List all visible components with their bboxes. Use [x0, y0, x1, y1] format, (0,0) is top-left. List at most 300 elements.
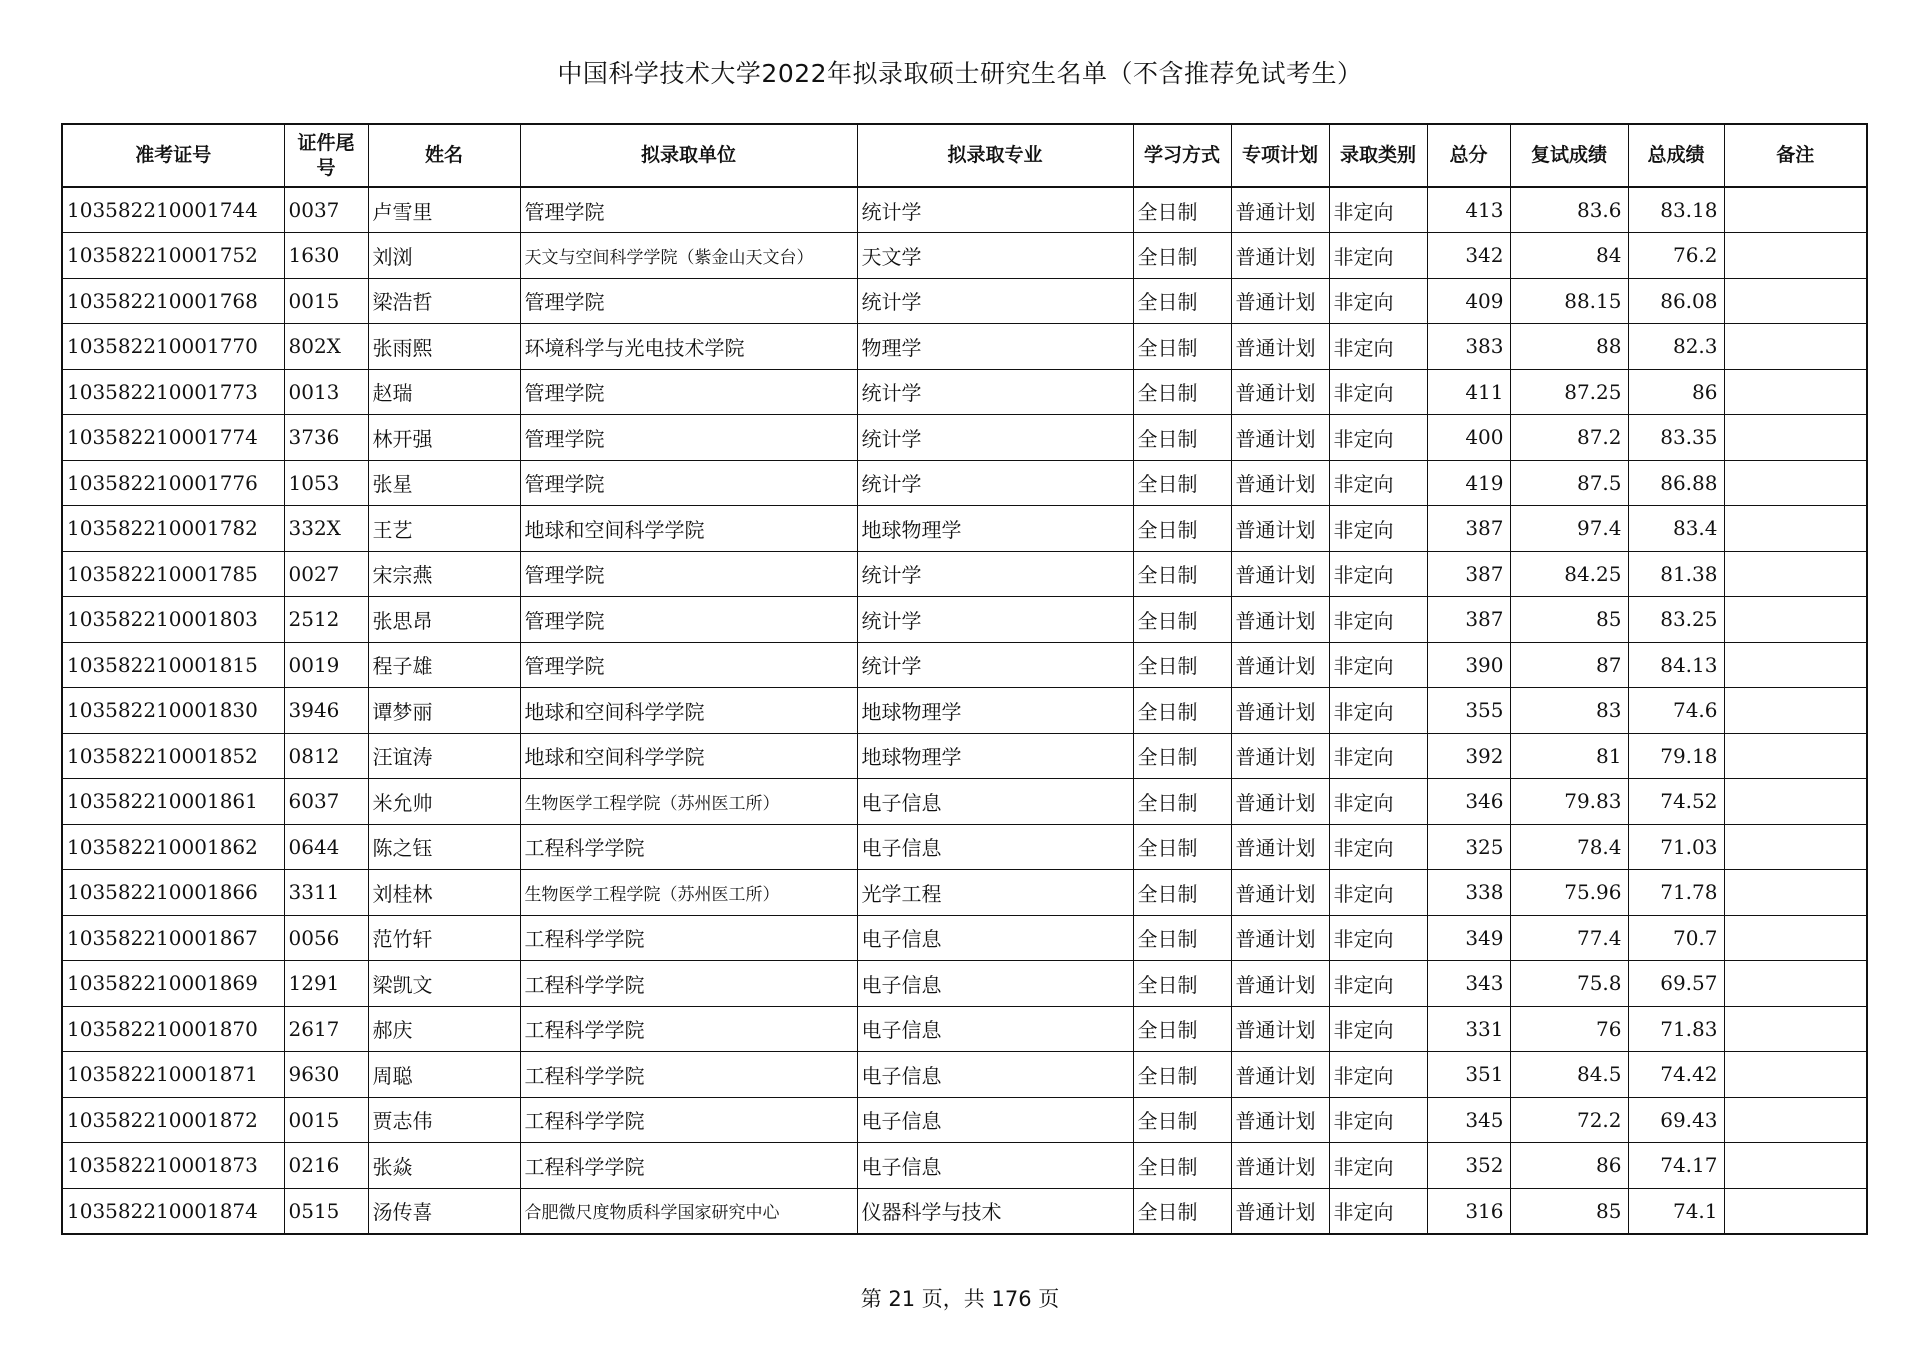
admission-type-cell: 非定向 — [1329, 733, 1427, 779]
remarks-cell — [1724, 779, 1867, 825]
unit-cell: 工程科学学院 — [520, 1097, 857, 1143]
total-score-cell: 346 — [1427, 779, 1510, 825]
column-header-special-plan: 专项计划 — [1231, 124, 1329, 187]
exam-id-cell: 103582210001862 — [62, 824, 284, 870]
remarks-cell — [1724, 187, 1867, 233]
study-mode-cell: 全日制 — [1133, 688, 1231, 734]
name-cell: 周聪 — [368, 1052, 520, 1098]
major-cell: 地球物理学 — [857, 688, 1133, 734]
id-suffix-cell: 3311 — [284, 870, 368, 916]
admission-type-cell: 非定向 — [1329, 324, 1427, 370]
admission-type-cell: 非定向 — [1329, 1097, 1427, 1143]
exam-id-cell: 103582210001870 — [62, 1006, 284, 1052]
name-cell: 王艺 — [368, 506, 520, 552]
remarks-cell — [1724, 369, 1867, 415]
name-cell: 张雨熙 — [368, 324, 520, 370]
name-cell: 张焱 — [368, 1143, 520, 1189]
unit-cell: 生物医学工程学院（苏州医工所） — [520, 779, 857, 825]
exam-id-cell: 103582210001830 — [62, 688, 284, 734]
page-footer: 第 21 页，共 176 页 — [860, 1287, 1060, 1311]
total-score-cell: 392 — [1427, 733, 1510, 779]
retest-score-cell: 85 — [1510, 597, 1628, 643]
study-mode-cell: 全日制 — [1133, 460, 1231, 506]
total-score-cell: 342 — [1427, 233, 1510, 279]
special-plan-cell: 普通计划 — [1231, 1188, 1329, 1234]
exam-id-cell: 103582210001866 — [62, 870, 284, 916]
retest-score-cell: 87 — [1510, 642, 1628, 688]
table-row — [62, 688, 1867, 734]
admission-type-cell: 非定向 — [1329, 915, 1427, 961]
remarks-cell — [1724, 506, 1867, 552]
admission-type-cell: 非定向 — [1329, 688, 1427, 734]
retest-score-cell: 84.5 — [1510, 1052, 1628, 1098]
name-cell: 贾志伟 — [368, 1097, 520, 1143]
major-cell: 电子信息 — [857, 824, 1133, 870]
final-score-cell: 74.52 — [1628, 779, 1724, 825]
retest-score-cell: 97.4 — [1510, 506, 1628, 552]
exam-id-cell: 103582210001774 — [62, 415, 284, 461]
name-cell: 卢雪里 — [368, 187, 520, 233]
total-score-cell: 331 — [1427, 1006, 1510, 1052]
final-score-cell: 83.25 — [1628, 597, 1724, 643]
exam-id-cell: 103582210001744 — [62, 187, 284, 233]
table-row — [62, 1006, 1867, 1052]
study-mode-cell: 全日制 — [1133, 1143, 1231, 1189]
major-cell: 统计学 — [857, 460, 1133, 506]
column-header-study-mode: 学习方式 — [1133, 124, 1231, 187]
major-cell: 电子信息 — [857, 1097, 1133, 1143]
special-plan-cell: 普通计划 — [1231, 551, 1329, 597]
exam-id-cell: 103582210001803 — [62, 597, 284, 643]
special-plan-cell: 普通计划 — [1231, 324, 1329, 370]
name-cell: 汤传喜 — [368, 1188, 520, 1234]
exam-id-cell: 103582210001785 — [62, 551, 284, 597]
remarks-cell — [1724, 278, 1867, 324]
admission-type-cell: 非定向 — [1329, 506, 1427, 552]
retest-score-cell: 81 — [1510, 733, 1628, 779]
column-header-admission-type: 录取类别 — [1329, 124, 1427, 187]
retest-score-cell: 84.25 — [1510, 551, 1628, 597]
study-mode-cell: 全日制 — [1133, 597, 1231, 643]
study-mode-cell: 全日制 — [1133, 278, 1231, 324]
unit-cell: 地球和空间科学学院 — [520, 506, 857, 552]
final-score-cell: 82.3 — [1628, 324, 1724, 370]
final-score-cell: 83.4 — [1628, 506, 1724, 552]
special-plan-cell: 普通计划 — [1231, 460, 1329, 506]
admission-type-cell: 非定向 — [1329, 642, 1427, 688]
admission-type-cell: 非定向 — [1329, 961, 1427, 1007]
study-mode-cell: 全日制 — [1133, 915, 1231, 961]
study-mode-cell: 全日制 — [1133, 187, 1231, 233]
major-cell: 统计学 — [857, 369, 1133, 415]
table-header — [62, 124, 1867, 187]
total-score-cell: 387 — [1427, 506, 1510, 552]
retest-score-cell: 85 — [1510, 1188, 1628, 1234]
table-row — [62, 369, 1867, 415]
total-score-cell: 325 — [1427, 824, 1510, 870]
unit-cell: 工程科学学院 — [520, 1143, 857, 1189]
id-suffix-cell: 3736 — [284, 415, 368, 461]
column-header-final-score: 总成绩 — [1628, 124, 1724, 187]
study-mode-cell: 全日制 — [1133, 551, 1231, 597]
id-suffix-cell: 0037 — [284, 187, 368, 233]
exam-id-cell: 103582210001873 — [62, 1143, 284, 1189]
table-row — [62, 870, 1867, 916]
study-mode-cell: 全日制 — [1133, 961, 1231, 1007]
unit-cell: 合肥微尺度物质科学国家研究中心 — [520, 1188, 857, 1234]
special-plan-cell: 普通计划 — [1231, 506, 1329, 552]
major-cell: 地球物理学 — [857, 733, 1133, 779]
id-suffix-cell: 2617 — [284, 1006, 368, 1052]
exam-id-cell: 103582210001782 — [62, 506, 284, 552]
study-mode-cell: 全日制 — [1133, 824, 1231, 870]
special-plan-cell: 普通计划 — [1231, 369, 1329, 415]
special-plan-cell: 普通计划 — [1231, 1006, 1329, 1052]
column-header-name: 姓名 — [368, 124, 520, 187]
name-cell: 赵瑞 — [368, 369, 520, 415]
total-score-cell: 400 — [1427, 415, 1510, 461]
id-suffix-cell: 0015 — [284, 1097, 368, 1143]
name-cell: 宋宗燕 — [368, 551, 520, 597]
special-plan-cell: 普通计划 — [1231, 642, 1329, 688]
table-row — [62, 779, 1867, 825]
total-score-cell: 387 — [1427, 597, 1510, 643]
remarks-cell — [1724, 1052, 1867, 1098]
final-score-cell: 76.2 — [1628, 233, 1724, 279]
retest-score-cell: 72.2 — [1510, 1097, 1628, 1143]
special-plan-cell: 普通计划 — [1231, 779, 1329, 825]
exam-id-cell: 103582210001852 — [62, 733, 284, 779]
total-score-cell: 349 — [1427, 915, 1510, 961]
final-score-cell: 86.88 — [1628, 460, 1724, 506]
admission-type-cell: 非定向 — [1329, 1143, 1427, 1189]
admission-type-cell: 非定向 — [1329, 779, 1427, 825]
id-suffix-cell: 0515 — [284, 1188, 368, 1234]
table-row — [62, 460, 1867, 506]
final-score-cell: 74.17 — [1628, 1143, 1724, 1189]
unit-cell: 环境科学与光电技术学院 — [520, 324, 857, 370]
column-header-id-suffix: 证件尾号 — [284, 124, 368, 187]
study-mode-cell: 全日制 — [1133, 733, 1231, 779]
exam-id-cell: 103582210001871 — [62, 1052, 284, 1098]
column-header-remarks: 备注 — [1724, 124, 1867, 187]
major-cell: 光学工程 — [857, 870, 1133, 916]
retest-score-cell: 84 — [1510, 233, 1628, 279]
unit-cell: 管理学院 — [520, 597, 857, 643]
remarks-cell — [1724, 460, 1867, 506]
final-score-cell: 81.38 — [1628, 551, 1724, 597]
final-score-cell: 71.78 — [1628, 870, 1724, 916]
name-cell: 张思昂 — [368, 597, 520, 643]
unit-cell: 工程科学学院 — [520, 915, 857, 961]
total-score-cell: 355 — [1427, 688, 1510, 734]
remarks-cell — [1724, 324, 1867, 370]
study-mode-cell: 全日制 — [1133, 233, 1231, 279]
special-plan-cell: 普通计划 — [1231, 1143, 1329, 1189]
unit-cell: 工程科学学院 — [520, 1052, 857, 1098]
table-row — [62, 961, 1867, 1007]
remarks-cell — [1724, 1097, 1867, 1143]
total-score-cell: 413 — [1427, 187, 1510, 233]
id-suffix-cell: 0027 — [284, 551, 368, 597]
retest-score-cell: 79.83 — [1510, 779, 1628, 825]
special-plan-cell: 普通计划 — [1231, 278, 1329, 324]
admission-type-cell: 非定向 — [1329, 1006, 1427, 1052]
final-score-cell: 86 — [1628, 369, 1724, 415]
retest-score-cell: 87.5 — [1510, 460, 1628, 506]
table-row — [62, 1052, 1867, 1098]
special-plan-cell: 普通计划 — [1231, 1097, 1329, 1143]
total-score-cell: 383 — [1427, 324, 1510, 370]
final-score-cell: 74.42 — [1628, 1052, 1724, 1098]
final-score-cell: 74.1 — [1628, 1188, 1724, 1234]
unit-cell: 工程科学学院 — [520, 961, 857, 1007]
exam-id-cell: 103582210001869 — [62, 961, 284, 1007]
exam-id-cell: 103582210001872 — [62, 1097, 284, 1143]
retest-score-cell: 83 — [1510, 688, 1628, 734]
remarks-cell — [1724, 597, 1867, 643]
total-score-cell: 338 — [1427, 870, 1510, 916]
study-mode-cell: 全日制 — [1133, 779, 1231, 825]
final-score-cell: 83.18 — [1628, 187, 1724, 233]
unit-cell: 管理学院 — [520, 460, 857, 506]
admission-type-cell: 非定向 — [1329, 824, 1427, 870]
name-cell: 郝庆 — [368, 1006, 520, 1052]
table-row — [62, 642, 1867, 688]
major-cell: 统计学 — [857, 415, 1133, 461]
study-mode-cell: 全日制 — [1133, 1006, 1231, 1052]
id-suffix-cell: 9630 — [284, 1052, 368, 1098]
remarks-cell — [1724, 915, 1867, 961]
special-plan-cell: 普通计划 — [1231, 824, 1329, 870]
unit-cell: 管理学院 — [520, 369, 857, 415]
total-score-cell: 390 — [1427, 642, 1510, 688]
special-plan-cell: 普通计划 — [1231, 187, 1329, 233]
table-row — [62, 1188, 1867, 1234]
table-row — [62, 415, 1867, 461]
special-plan-cell: 普通计划 — [1231, 870, 1329, 916]
unit-cell: 地球和空间科学学院 — [520, 733, 857, 779]
name-cell: 刘浏 — [368, 233, 520, 279]
table-row — [62, 278, 1867, 324]
major-cell: 仪器科学与技术 — [857, 1188, 1133, 1234]
major-cell: 地球物理学 — [857, 506, 1133, 552]
id-suffix-cell: 0644 — [284, 824, 368, 870]
table-row — [62, 187, 1867, 233]
study-mode-cell: 全日制 — [1133, 369, 1231, 415]
total-score-cell: 343 — [1427, 961, 1510, 1007]
study-mode-cell: 全日制 — [1133, 415, 1231, 461]
admission-type-cell: 非定向 — [1329, 233, 1427, 279]
header-row — [62, 124, 1867, 187]
name-cell: 梁凯文 — [368, 961, 520, 1007]
name-cell: 刘桂林 — [368, 870, 520, 916]
retest-score-cell: 88 — [1510, 324, 1628, 370]
major-cell: 电子信息 — [857, 915, 1133, 961]
major-cell: 统计学 — [857, 597, 1133, 643]
retest-score-cell: 86 — [1510, 1143, 1628, 1189]
id-suffix-cell: 0056 — [284, 915, 368, 961]
table-row — [62, 915, 1867, 961]
major-cell: 物理学 — [857, 324, 1133, 370]
admission-type-cell: 非定向 — [1329, 278, 1427, 324]
study-mode-cell: 全日制 — [1133, 324, 1231, 370]
retest-score-cell: 75.96 — [1510, 870, 1628, 916]
final-score-cell: 74.6 — [1628, 688, 1724, 734]
id-suffix-cell: 802X — [284, 324, 368, 370]
name-cell: 谭梦丽 — [368, 688, 520, 734]
study-mode-cell: 全日制 — [1133, 870, 1231, 916]
admission-type-cell: 非定向 — [1329, 1052, 1427, 1098]
total-score-cell: 419 — [1427, 460, 1510, 506]
special-plan-cell: 普通计划 — [1231, 415, 1329, 461]
remarks-cell — [1724, 233, 1867, 279]
final-score-cell: 83.35 — [1628, 415, 1724, 461]
retest-score-cell: 78.4 — [1510, 824, 1628, 870]
final-score-cell: 70.7 — [1628, 915, 1724, 961]
table-row — [62, 1097, 1867, 1143]
major-cell: 统计学 — [857, 551, 1133, 597]
name-cell: 张星 — [368, 460, 520, 506]
special-plan-cell: 普通计划 — [1231, 915, 1329, 961]
exam-id-cell: 103582210001773 — [62, 369, 284, 415]
table-row — [62, 551, 1867, 597]
total-score-cell: 409 — [1427, 278, 1510, 324]
id-suffix-cell: 3946 — [284, 688, 368, 734]
special-plan-cell: 普通计划 — [1231, 961, 1329, 1007]
total-score-cell: 316 — [1427, 1188, 1510, 1234]
final-score-cell: 79.18 — [1628, 733, 1724, 779]
admission-type-cell: 非定向 — [1329, 597, 1427, 643]
special-plan-cell: 普通计划 — [1231, 233, 1329, 279]
unit-cell: 天文与空间科学学院（紫金山天文台） — [520, 233, 857, 279]
table-row — [62, 233, 1867, 279]
unit-cell: 管理学院 — [520, 187, 857, 233]
table-row — [62, 506, 1867, 552]
id-suffix-cell: 1053 — [284, 460, 368, 506]
column-header-exam-id: 准考证号 — [62, 124, 284, 187]
retest-score-cell: 76 — [1510, 1006, 1628, 1052]
column-header-retest-score: 复试成绩 — [1510, 124, 1628, 187]
exam-id-cell: 103582210001874 — [62, 1188, 284, 1234]
remarks-cell — [1724, 1188, 1867, 1234]
name-cell: 陈之钰 — [368, 824, 520, 870]
study-mode-cell: 全日制 — [1133, 642, 1231, 688]
major-cell: 电子信息 — [857, 779, 1133, 825]
study-mode-cell: 全日制 — [1133, 506, 1231, 552]
final-score-cell: 86.08 — [1628, 278, 1724, 324]
special-plan-cell: 普通计划 — [1231, 733, 1329, 779]
table-row — [62, 597, 1867, 643]
table-row — [62, 733, 1867, 779]
retest-score-cell: 87.2 — [1510, 415, 1628, 461]
remarks-cell — [1724, 551, 1867, 597]
final-score-cell: 69.57 — [1628, 961, 1724, 1007]
major-cell: 电子信息 — [857, 961, 1133, 1007]
admission-type-cell: 非定向 — [1329, 870, 1427, 916]
exam-id-cell: 103582210001752 — [62, 233, 284, 279]
column-header-major: 拟录取专业 — [857, 124, 1133, 187]
exam-id-cell: 103582210001770 — [62, 324, 284, 370]
unit-cell: 管理学院 — [520, 278, 857, 324]
exam-id-cell: 103582210001768 — [62, 278, 284, 324]
special-plan-cell: 普通计划 — [1231, 688, 1329, 734]
final-score-cell: 71.83 — [1628, 1006, 1724, 1052]
name-cell: 林开强 — [368, 415, 520, 461]
study-mode-cell: 全日制 — [1133, 1097, 1231, 1143]
id-suffix-cell: 2512 — [284, 597, 368, 643]
page-title: 中国科学技术大学2022年拟录取硕士研究生名单（不含推荐免试考生） — [557, 59, 1363, 88]
total-score-cell: 352 — [1427, 1143, 1510, 1189]
retest-score-cell: 77.4 — [1510, 915, 1628, 961]
special-plan-cell: 普通计划 — [1231, 1052, 1329, 1098]
remarks-cell — [1724, 642, 1867, 688]
total-score-cell: 351 — [1427, 1052, 1510, 1098]
retest-score-cell: 87.25 — [1510, 369, 1628, 415]
admission-type-cell: 非定向 — [1329, 551, 1427, 597]
admission-type-cell: 非定向 — [1329, 187, 1427, 233]
remarks-cell — [1724, 961, 1867, 1007]
table-row — [62, 324, 1867, 370]
table-body — [62, 187, 1867, 1234]
special-plan-cell: 普通计划 — [1231, 597, 1329, 643]
exam-id-cell: 103582210001867 — [62, 915, 284, 961]
id-suffix-cell: 0015 — [284, 278, 368, 324]
final-score-cell: 71.03 — [1628, 824, 1724, 870]
exam-id-cell: 103582210001861 — [62, 779, 284, 825]
unit-cell: 工程科学学院 — [520, 824, 857, 870]
final-score-cell: 84.13 — [1628, 642, 1724, 688]
unit-cell: 地球和空间科学学院 — [520, 688, 857, 734]
major-cell: 统计学 — [857, 187, 1133, 233]
name-cell: 梁浩哲 — [368, 278, 520, 324]
unit-cell: 工程科学学院 — [520, 1006, 857, 1052]
study-mode-cell: 全日制 — [1133, 1188, 1231, 1234]
column-header-unit: 拟录取单位 — [520, 124, 857, 187]
admission-type-cell: 非定向 — [1329, 369, 1427, 415]
study-mode-cell: 全日制 — [1133, 1052, 1231, 1098]
remarks-cell — [1724, 870, 1867, 916]
unit-cell: 生物医学工程学院（苏州医工所） — [520, 870, 857, 916]
unit-cell: 管理学院 — [520, 415, 857, 461]
major-cell: 电子信息 — [857, 1052, 1133, 1098]
unit-cell: 管理学院 — [520, 642, 857, 688]
admission-type-cell: 非定向 — [1329, 415, 1427, 461]
table-row — [62, 824, 1867, 870]
id-suffix-cell: 0216 — [284, 1143, 368, 1189]
id-suffix-cell: 0019 — [284, 642, 368, 688]
remarks-cell — [1724, 824, 1867, 870]
major-cell: 统计学 — [857, 642, 1133, 688]
remarks-cell — [1724, 1006, 1867, 1052]
admission-type-cell: 非定向 — [1329, 460, 1427, 506]
exam-id-cell: 103582210001815 — [62, 642, 284, 688]
id-suffix-cell: 0013 — [284, 369, 368, 415]
id-suffix-cell: 1291 — [284, 961, 368, 1007]
major-cell: 天文学 — [857, 233, 1133, 279]
remarks-cell — [1724, 1143, 1867, 1189]
id-suffix-cell: 6037 — [284, 779, 368, 825]
remarks-cell — [1724, 733, 1867, 779]
total-score-cell: 345 — [1427, 1097, 1510, 1143]
name-cell: 米允帅 — [368, 779, 520, 825]
name-cell: 程子雄 — [368, 642, 520, 688]
remarks-cell — [1724, 415, 1867, 461]
name-cell: 范竹轩 — [368, 915, 520, 961]
table-row — [62, 1143, 1867, 1189]
final-score-cell: 69.43 — [1628, 1097, 1724, 1143]
admission-table — [61, 123, 1868, 1235]
